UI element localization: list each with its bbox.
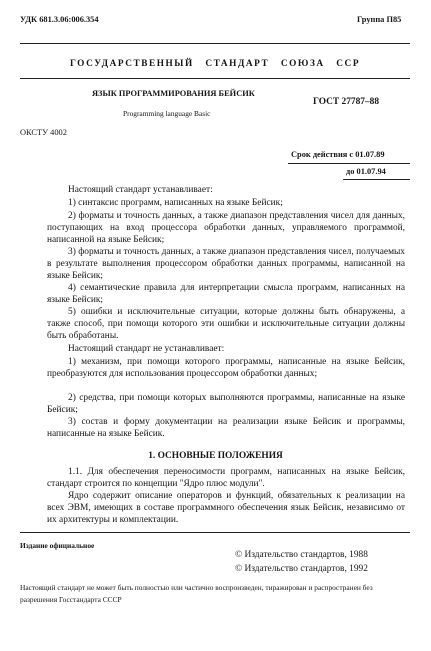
state-standard-banner: ГОСУДАРСТВЕННЫЙ СТАНДАРТ СОЮЗА ССР <box>69 59 361 69</box>
title-en: Programming language Basic <box>123 109 211 118</box>
title-ru: ЯЗЫК ПРОГРАММИРОВАНИЯ БЕЙСИК <box>92 89 255 98</box>
list-item: 5) ошибки и исключительные ситуации, которые должны быть обнаружены, а также способ, при помощи которого эти ошибки и исключительные ситуации должны быть обработаны. <box>47 307 405 342</box>
list-item: 2) средства, при помощи которых выполняются программы, написанные на языке Бейсик; <box>47 393 405 416</box>
copyright-1988: © Издательство стандартов, 1988 <box>235 550 368 560</box>
gost-number: ГОСТ 27787–88 <box>313 97 380 107</box>
intro-paragraph: Настоящий стандарт устанавливает: <box>68 185 213 195</box>
list-item: 2) форматы и точность данных, а также диапазон представления чисел для данных, поступающих на вход процессора обработки данных, управляемого программой, написанной на языке Бейсик; <box>47 211 405 246</box>
section-paragraph: 1.1. Для обеспечения переносимости программ, написанных на языке Бейсик, стандарт строится по концепции "Ядро плюс модули". <box>47 467 405 490</box>
top-rule <box>20 43 410 44</box>
list-item: 1) механизм, при помощи которого программы, написанные на языке Бейсик, преобразуются для использования процессором обработки данных; <box>47 357 405 380</box>
copyright-1992: © Издательство стандартов, 1992 <box>235 564 368 574</box>
list-item: 3) форматы и точность данных, а также диапазон представления чисел, получаемых в результате выполнения процессором обработки данных программы, написанной на языке Бейсик; <box>47 247 405 282</box>
reproduction-notice: Настоящий стандарт не может быть полностью или частично воспроизведен, тиражирован и распространен без разрешения Госстандарта СССР <box>20 583 373 604</box>
group-code: Группа П85 <box>357 15 402 24</box>
okstu-code: ОКСТУ 4002 <box>20 128 67 137</box>
validity-rule-2 <box>343 179 410 180</box>
validity-from: Срок действия с 01.07.89 <box>291 150 385 159</box>
list-item: 3) состав и форму документации на реализации языке Бейсик и программы, написанные на языке Бейсик. <box>47 417 405 440</box>
udk-code: УДК 681.3.06:006.354 <box>20 15 99 24</box>
official-edition: Издание официальное <box>20 541 95 550</box>
intro-paragraph: Настоящий стандарт не устанавливает: <box>68 344 225 354</box>
banner-rule <box>20 78 410 79</box>
list-item: 1) синтаксис программ, написанных на языке Бейсик; <box>68 198 283 208</box>
footer-rule <box>20 532 410 533</box>
validity-rule-1 <box>288 163 410 164</box>
list-item: 4) семантические правила для интерпретации смысла программ, написанных на языке Бейсик; <box>47 283 405 306</box>
section-heading: 1. ОСНОВНЫЕ ПОЛОЖЕНИЯ <box>148 451 283 461</box>
section-paragraph: Ядро содержит описание операторов и функций, обязательных к реализации на всех ЭВМ, имеющих в составе программного обеспечения язык Бейсик, независимо от их архитектуры и комплектации. <box>47 491 405 526</box>
validity-to: до 01.07.94 <box>346 167 386 176</box>
